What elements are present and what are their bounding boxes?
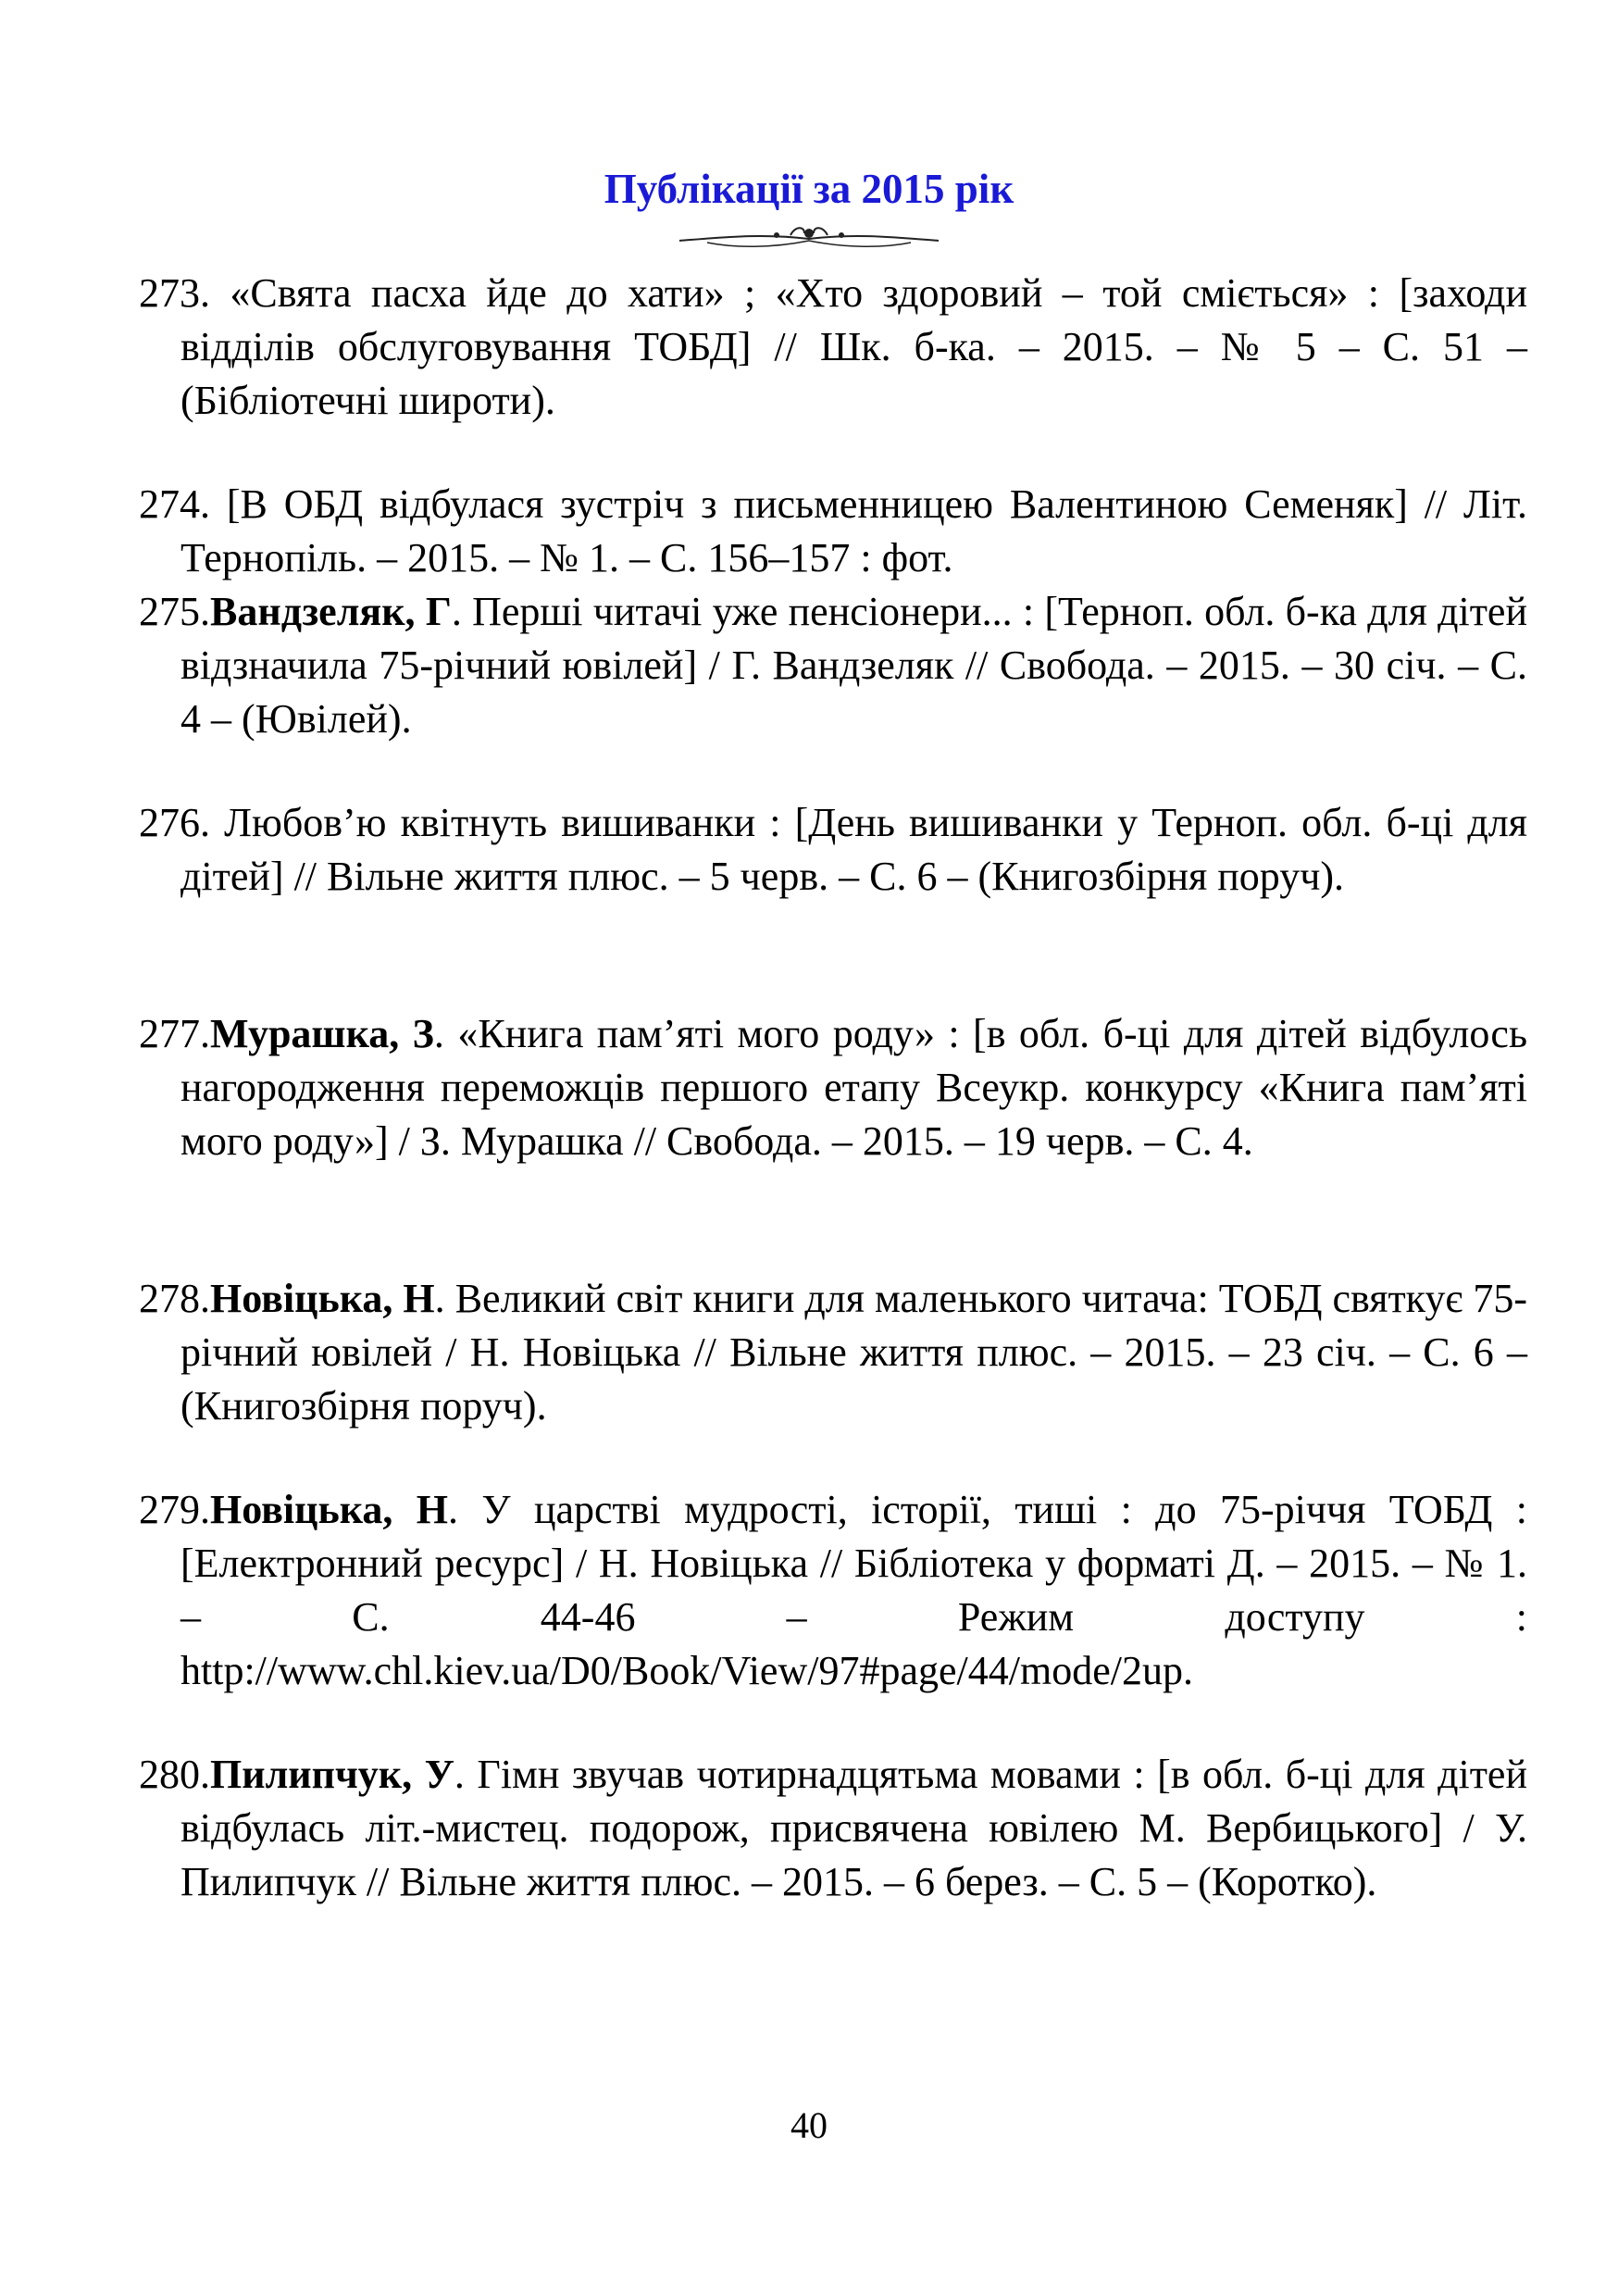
entry-number: 275. xyxy=(139,589,210,634)
entry-text: . Великий світ книги для маленького читача: ТОБД святкує 75-річний ювілей / Н. Новіцька // Вільне життя плюс. – 2015. – 23 січ. – С. 6 – (Книгозбірня поруч). xyxy=(180,1276,1527,1429)
entry-text: . У царстві мудрості, історії, тиші : до 75-річчя ТОБД : [Електронний ресурс] / Н. Новіцька // Бібліотека у форматі Д. – 2015. – № 1. – С. 44-46 – Режим доступу : http://www.chl.kiev.ua/D0/Book/View/97#page/44/mode/2up. xyxy=(180,1487,1527,1693)
entry-number: 280. xyxy=(139,1752,210,1797)
entry-text: . Перші читачі уже пенсіонери... : [Терноп. обл. б-ка для дітей відзначила 75-річний ювілей] / Г. Вандзеляк // Свобода. – 2015. – 30 січ. – С. 4 – (Ювілей). xyxy=(180,589,1527,742)
entry-author: Новіцька, Н xyxy=(210,1276,435,1321)
entry-text: [В ОБД відбулася зустріч з письменницею Валентиною Семеняк] // Літ. Тернопіль. – 2015. – № 1. – С. 156–157 : фот. xyxy=(180,481,1527,580)
bibliography-entry xyxy=(139,1483,1527,1698)
page-heading: Публікації за 2015 рік xyxy=(604,166,1014,212)
bibliography-entry xyxy=(139,1007,1527,1168)
bibliography-entry xyxy=(139,267,1527,428)
entry-text: . «Книга пам’яті мого роду» : [в обл. б-ці для дітей відбулось нагородження переможців першого етапу Всеукр. конкурсу «Книга пам’яті мого роду»] / З. Мурашка // Свобода. – 2015. – 19 черв. – С. 4. xyxy=(180,1011,1528,1164)
bibliography-entry xyxy=(139,1272,1527,1433)
entry-text: «Свята пасха йде до хати» ; «Хто здоровий – той сміється» : [заходи відділів обслуговування ТОБД] // Шк. б-ка. – 2015. – № 5 – С. 51 – (Бібліотечні широти). xyxy=(180,270,1527,423)
entry-number: 279. xyxy=(139,1487,210,1532)
bibliography-entry xyxy=(139,1748,1527,1909)
bibliography-entry xyxy=(139,478,1527,585)
entry-number: 277. xyxy=(139,1011,210,1056)
entry-author: Мурашка, З xyxy=(210,1011,434,1056)
entry-author: Вандзеляк, Г xyxy=(210,589,452,634)
bibliography-entry xyxy=(139,585,1527,746)
entry-number: 276. xyxy=(139,800,210,845)
entry-text: Любов’ю квітнуть вишиванки : [День вишиванки у Терноп. обл. б-ці для дітей] // Вільне життя плюс. – 5 черв. – С. 6 – (Книгозбірня поруч). xyxy=(180,800,1527,899)
entry-author: Новіцька, Н xyxy=(210,1487,449,1532)
entry-number: 274. xyxy=(139,481,210,527)
page-number: 40 xyxy=(790,2104,828,2146)
entry-author: Пилипчук, У xyxy=(210,1752,454,1797)
entry-number: 273. xyxy=(139,270,210,316)
decorative-flourish-icon xyxy=(670,220,948,257)
entry-number: 278. xyxy=(139,1276,210,1321)
entry-text: . Гімн звучав чотирнадцятьма мовами : [в обл. б-ці для дітей відбулась літ.-мистец. подорож, присвячена ювілею М. Вербицького] / У. Пилипчук // Вільне життя плюс. – 2015. – 6 берез. – С. 5 – (Коротко). xyxy=(180,1752,1527,1904)
bibliography-entry xyxy=(139,796,1527,904)
